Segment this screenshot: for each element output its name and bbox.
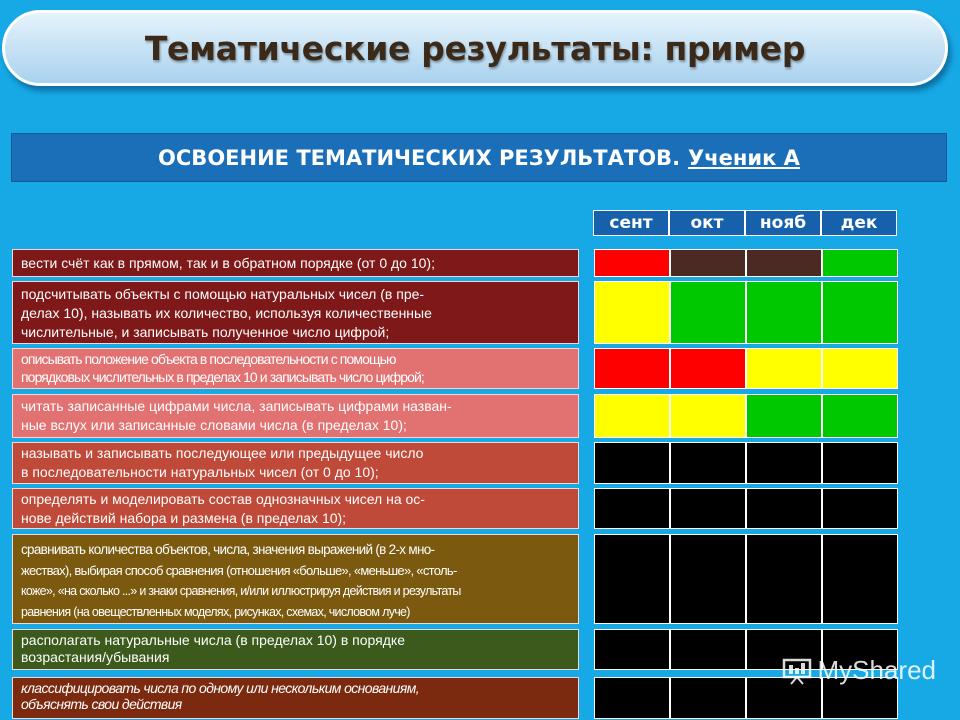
- status-cell-окт: [670, 488, 746, 529]
- watermark: [782, 655, 937, 686]
- status-cell-сент: [594, 534, 670, 624]
- status-cell-окт: [670, 281, 746, 344]
- title-banner: [2, 10, 948, 86]
- status-cell-окт: [670, 442, 746, 484]
- status-cell-дек: [822, 394, 898, 438]
- month-header: [593, 210, 897, 236]
- status-cell-сент: [594, 281, 670, 344]
- status-cell-сент: [594, 348, 670, 389]
- status-cell-дек: [822, 534, 898, 624]
- status-cell-окт: [670, 534, 746, 624]
- status-cell-сент: [594, 442, 670, 484]
- status-cell-сент: [594, 629, 670, 670]
- status-cell-нояб: [746, 488, 822, 529]
- status-cell-дек: [822, 488, 898, 529]
- subheader-text: ОСВОЕНИЕ ТЕМАТИЧЕСКИХ РЕЗУЛЬТАТОВ.: [158, 145, 681, 170]
- status-cell-окт: [670, 249, 746, 277]
- skill-label: подсчитывать объекты с помощью натуральных чисел (в пре- делах 10), называть их количество, используя количественные числительные, и записывать полученное число цифрой;: [12, 281, 579, 344]
- status-cell-сент: [594, 394, 670, 438]
- watermark-text: MyShared: [817, 655, 936, 685]
- month-nov: нояб: [745, 210, 821, 236]
- skill-label: называть и записывать последующее или предыдущее число в последовательности натуральных чисел (от 0 до 10);: [12, 442, 579, 484]
- status-cell-окт: [670, 629, 746, 670]
- skill-label: описывать положение объекта в последовательности с помощью порядковых числительных в пределах 10 и записывать число цифрой;: [12, 348, 579, 389]
- month-sep: сент: [593, 210, 669, 236]
- page-title: Тематические результаты: пример: [144, 28, 806, 68]
- status-cell-сент: [594, 249, 670, 277]
- status-cells: [594, 488, 898, 529]
- skill-label: сравнивать количества объектов, числа, значения выражений (в 2-х мно- жествах), выбирая способ сравнения (отношения «больше», «меньше», «столь- коже», «на сколько ...» и знаки сравнения, и/или иллюстрируя действия и результаты равнения (на овеществленных моделях, рисунках, схемах, числовом луче): [12, 534, 579, 624]
- status-cell-сент: [594, 488, 670, 529]
- status-cell-дек: [822, 442, 898, 484]
- status-cell-нояб: [746, 348, 822, 389]
- status-cell-дек: [822, 249, 898, 277]
- status-cells: [594, 534, 898, 624]
- status-cell-нояб: [746, 249, 822, 277]
- student-name: Ученик А: [688, 145, 800, 170]
- status-cell-нояб: [746, 394, 822, 438]
- skill-label: вести счёт как в прямом, так и в обратном порядке (от 0 до 10);: [12, 249, 579, 277]
- skill-label: читать записанные цифрами числа, записывать цифрами назван- ные вслух или записанные словами числа (в пределах 10);: [12, 394, 579, 438]
- status-cells: [594, 281, 898, 344]
- status-cell-дек: [822, 348, 898, 389]
- status-cell-окт: [670, 677, 746, 719]
- skill-label: определять и моделировать состав однозначных чисел на ос- нове действий набора и размена (в пределах 10);: [12, 488, 579, 529]
- month-dec: дек: [821, 210, 897, 236]
- month-oct: окт: [669, 210, 745, 236]
- status-cell-окт: [670, 348, 746, 389]
- status-cells: [594, 394, 898, 438]
- skill-label: классифицировать числа по одному или нескольким основаниям, объяснять свои действия: [12, 677, 579, 719]
- presentation-icon: [782, 657, 812, 685]
- skill-label: располагать натуральные числа (в пределах 10) в порядке возрастания/убывания: [12, 629, 579, 670]
- subheader-bar: [11, 133, 947, 182]
- status-cell-сент: [594, 677, 670, 719]
- status-cells: [594, 442, 898, 484]
- status-cell-нояб: [746, 534, 822, 624]
- status-cell-окт: [670, 394, 746, 438]
- status-cell-нояб: [746, 442, 822, 484]
- status-cell-нояб: [746, 281, 822, 344]
- status-cell-дек: [822, 281, 898, 344]
- status-cells: [594, 249, 898, 277]
- status-cells: [594, 348, 898, 389]
